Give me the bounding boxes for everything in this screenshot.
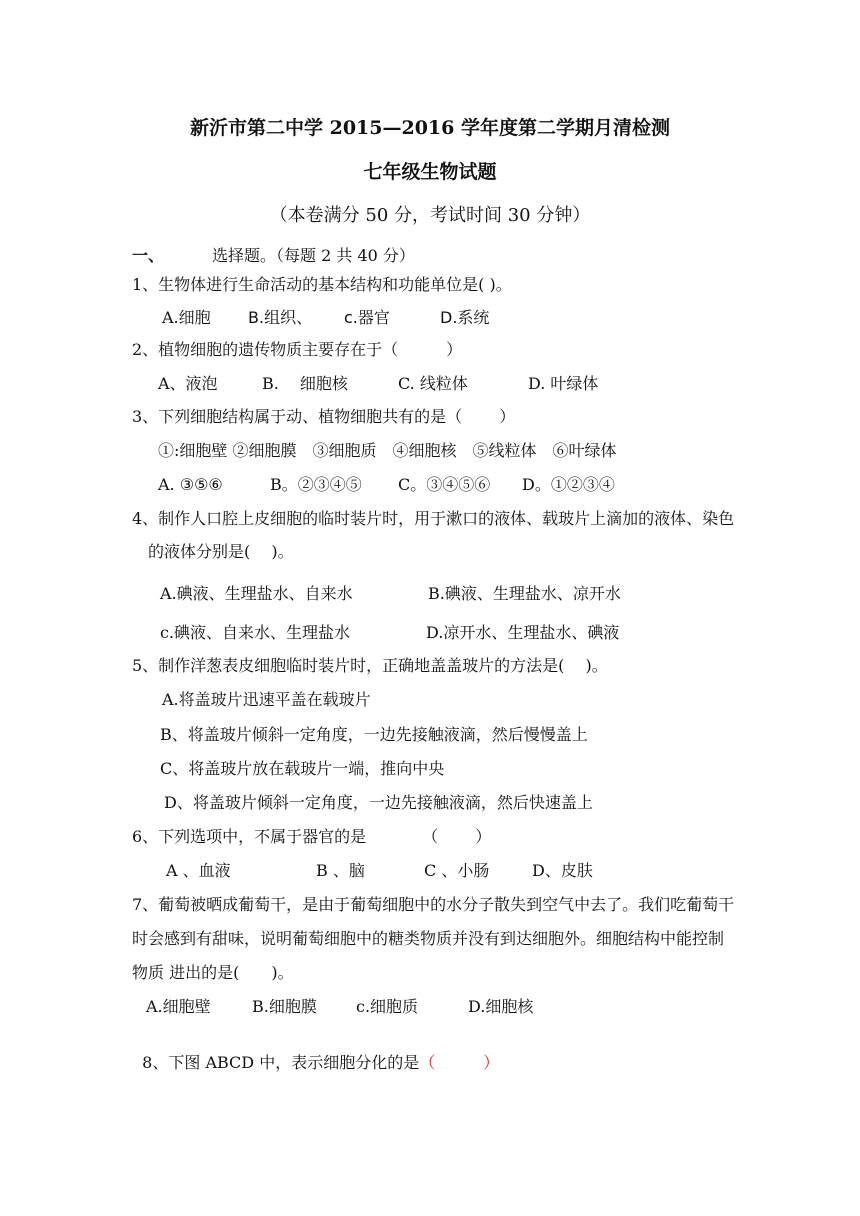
q1-stem: 1、生物体进行生命活动的基本结构和功能单位是( )。 xyxy=(132,275,512,294)
q1-option-a: A.细胞 xyxy=(162,308,211,327)
q2-stem: 2、植物细胞的遗传物质主要存在于（ ） xyxy=(132,340,463,359)
q7-stem-line3: 物质 进出的是( )。 xyxy=(132,963,294,982)
q4-option-c: c.碘液、自来水、生理盐水 xyxy=(160,623,351,642)
q1-option-d: D.系统 xyxy=(440,308,490,327)
section-number: 一、 xyxy=(132,246,165,265)
q6-option-c: C 、小肠 xyxy=(424,861,490,880)
q4-stem-line2: 的液体分别是( )。 xyxy=(148,542,294,561)
q3-option-d: D。①②③④ xyxy=(522,475,615,494)
q7-stem-line1: 7、葡萄被晒成葡萄干，是由于葡萄细胞中的水分子散失到空气中去了。我们吃葡萄干 xyxy=(132,895,735,914)
section-heading: 选择题。（每题 2 共 40 分） xyxy=(212,246,415,265)
q3-option-b: B。②③④⑤ xyxy=(270,475,362,494)
q2-option-b: B. 细胞核 xyxy=(262,374,348,393)
q5-stem: 5、制作洋葱表皮细胞临时装片时，正确地盖盖玻片的方法是( )。 xyxy=(132,656,608,675)
q8-stem xyxy=(132,1030,499,1074)
q7-stem-line2: 时会感到有甜味，说明葡萄细胞中的糖类物质并没有到达细胞外。细胞结构中能控制 xyxy=(132,929,725,948)
q7-option-c: c.细胞质 xyxy=(356,997,419,1016)
q2-option-a: A、液泡 xyxy=(158,374,218,393)
q4-option-a: A.碘液、生理盐水、自来水 xyxy=(160,584,353,603)
q3-option-a: A. ③⑤⑥ xyxy=(158,475,223,494)
q4-option-d: D.凉开水、生理盐水、碘液 xyxy=(426,623,620,642)
q5-option-d: D、将盖玻片倾斜一定角度，一边先接触液滴，然后快速盖上 xyxy=(164,793,593,812)
q1-option-c: c.器官 xyxy=(344,308,390,327)
q5-option-b: B、将盖玻片倾斜一定角度，一边先接触液滴，然后慢慢盖上 xyxy=(160,725,588,744)
q6-option-a: A 、血液 xyxy=(166,861,231,880)
q1-option-b: B.组织、 xyxy=(248,308,313,327)
q2-option-d: D. 叶绿体 xyxy=(528,374,599,393)
q7-option-a: A.细胞壁 xyxy=(146,997,211,1016)
q2-option-c: C. 线粒体 xyxy=(398,374,468,393)
q8-answer-bracket: （ ） xyxy=(419,1053,500,1072)
q4-option-b: B.碘液、生理盐水、凉开水 xyxy=(428,584,621,603)
q5-option-a: A.将盖玻片迅速平盖在载玻片 xyxy=(162,690,371,709)
q3-stem: 3、下列细胞结构属于动、植物细胞共有的是（ ） xyxy=(132,407,516,426)
q6-option-b: B 、脑 xyxy=(316,861,365,880)
page-subtitle: 七年级生物试题 xyxy=(363,161,497,183)
q7-option-d: D.细胞核 xyxy=(468,997,534,1016)
q3-items: ①:细胞壁 ②细胞膜 ③细胞质 ④细胞核 ⑤线粒体 ⑥叶绿体 xyxy=(158,441,617,460)
exam-note: （本卷满分 50 分，考试时间 30 分钟） xyxy=(269,205,591,226)
q7-option-b: B.细胞膜 xyxy=(252,997,317,1016)
q4-stem-line1: 4、制作人口腔上皮细胞的临时装片时，用于漱口的液体、载玻片上滴加的液体、染色 xyxy=(132,509,735,528)
q3-option-c: C。③④⑤⑥ xyxy=(398,475,491,494)
q6-option-d: D、皮肤 xyxy=(532,861,593,880)
page-title: 新沂市第二中学 2015—2016 学年度第二学期月清检测 xyxy=(190,117,670,139)
q6-stem: 6、下列选项中，不属于器官的是 （ ） xyxy=(132,827,492,846)
q5-option-c: C、将盖玻片放在载玻片一端，推向中央 xyxy=(160,759,445,778)
q8-stem-text: 8、下图 ABCD 中，表示细胞分化的是 xyxy=(142,1053,420,1072)
